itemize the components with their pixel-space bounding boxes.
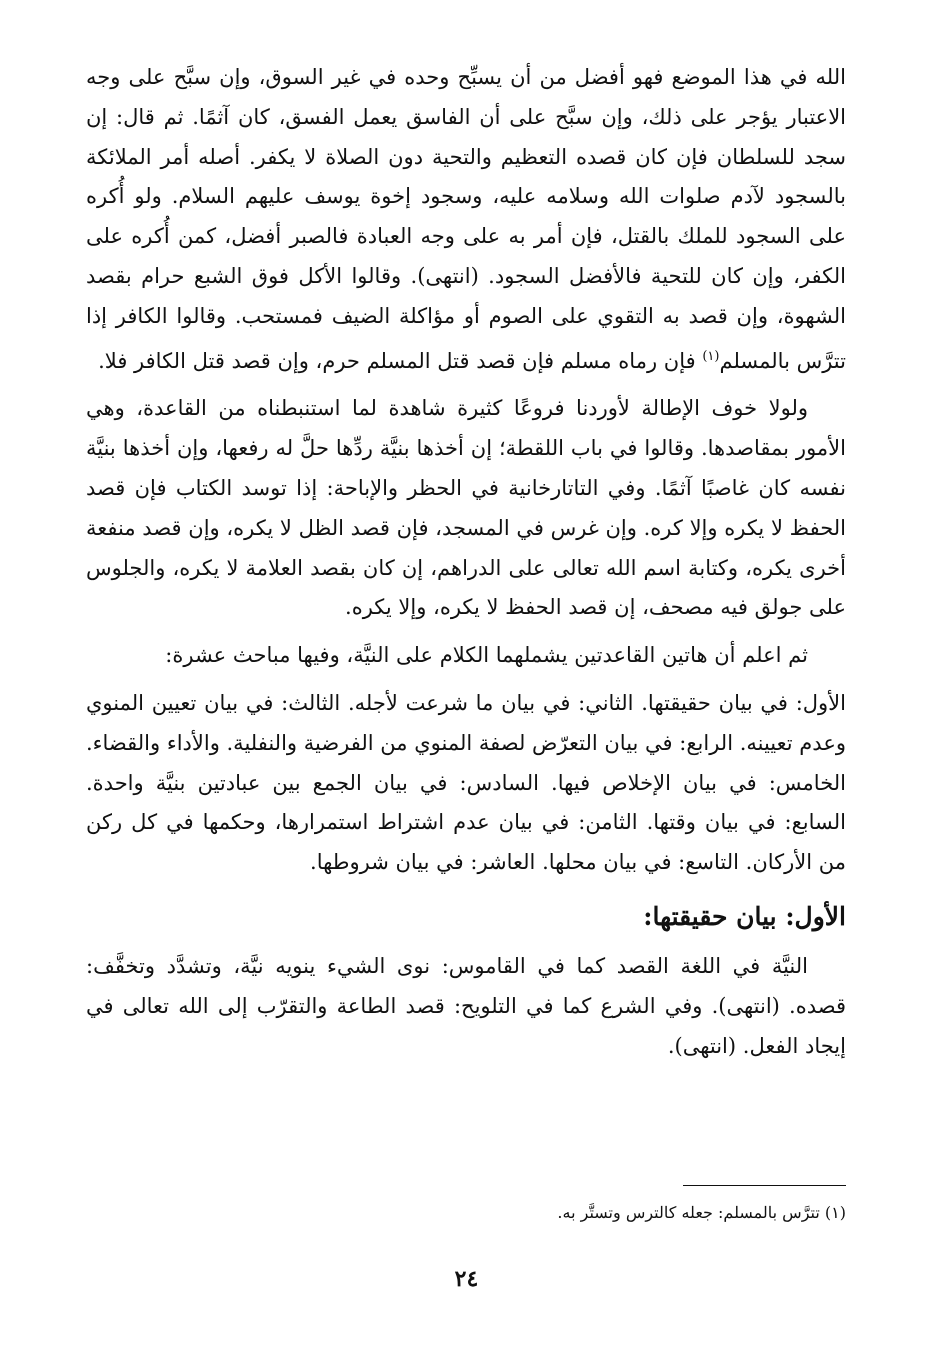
page-number: ٢٤ (454, 1266, 479, 1292)
paragraph-1 (86, 58, 846, 381)
page-body (86, 58, 846, 1066)
paragraph-1-tail: فإن رماه مسلم فإن قصد قتل المسلم حرم، وإن قصد قتل الكافر فلا. (98, 348, 696, 373)
paragraph-1-text: الله في هذا الموضع فهو أفضل من أن يسبِّح وحده في غير السوق، وإن سبَّح على وجه الاعتبار يؤجر على ذلك، وإن سبَّح على أن الفاسق يعمل الفسق، كان آثمًا. ثم قال: إن سجد للسلطان فإن كان قصده التعظيم والتحية دون الصلاة لا يكفر. أصله أمر الملائكة بالسجود لآدم صلوات الله وسلامه عليه، وسجود إخوة يوسف عليهم السلام. ولو أُكره على السجود للملك بالقتل، فإن أمر به على وجه العبادة فالصبر أفضل، كمن أُكره على الكفر، وإن كان للتحية فالأفضل السجود. (انتهى). وقالوا الأكل فوق الشبع حرام بقصد الشهوة، وإن قصد به التقوي على الصوم أو مؤاكلة الضيف فمستحب. وقالوا الكافر إذا تترَّس بالمسلم (86, 65, 846, 373)
paragraph-4: الأول: في بيان حقيقتها. الثاني: في بيان ما شرعت لأجله. الثالث: في بيان تعيين المنوي وعدم تعيينه. الرابع: في بيان التعرّض لصفة المنوي من الفرضية والنفلية. والأداء والقضاء. الخامس: في بيان الإخلاص فيها. السادس: في بيان الجمع بين عبادتين بنيَّة واحدة. السابع: في بيان وقتها. الثامن: في بيان عدم اشتراط استمرارها، وحكمها في كل ركن من الأركان. التاسع: في بيان محلها. العاشر: في بيان شروطها. (85, 690, 846, 875)
footnote: (١) تترَّس بالمسلم: جعله كالترس وتستَّر به. (557, 1203, 846, 1222)
paragraph-3: ثم اعلم أن هاتين القاعدتين يشملهما الكلام على النيَّة، وفيها مباحث عشرة: (165, 643, 808, 668)
paragraph-5: النيَّة في اللغة القصد كما في القاموس: نوى الشيء ينويه نيَّة، وتشدَّد وتخفَّف: قصده. (انتهى). وفي الشرع كما في التلويح: قصد الطاعة والتقرّب إلى الله تعالى في إيجاد الفعل. (انتهى). (86, 953, 846, 1058)
section-heading: الأول: بيان حقيقتها: (643, 901, 846, 931)
footnote-divider (683, 1185, 846, 1186)
footnote-reference: (١) (702, 348, 720, 364)
paragraph-2: ولولا خوف الإطالة لأوردنا فروعًا كثيرة شاهدة لما استنبطناه من القاعدة، وهي الأمور بمقاصدها. وقالوا في باب اللقطة؛ إن أخذها بنيَّة ردِّها حلَّ له رفعها، وإن أخذها بنيَّة نفسه كان غاصبًا آثمًا. وفي التاتارخانية في الحظر والإباحة: إذا توسد الكتاب فإن قصد الحفظ لا يكره وإلا كره. وإن غرس في المسجد، فإن قصد الظل لا يكره، وإن قصد منفعة أخرى يكره، وكتابة اسم الله تعالى على الدراهم، إن كان بقصد العلامة لا يكره، والجلوس على جولق فيه مصحف، إن قصد الحفظ لا يكره، وإلا يكره. (86, 396, 846, 620)
